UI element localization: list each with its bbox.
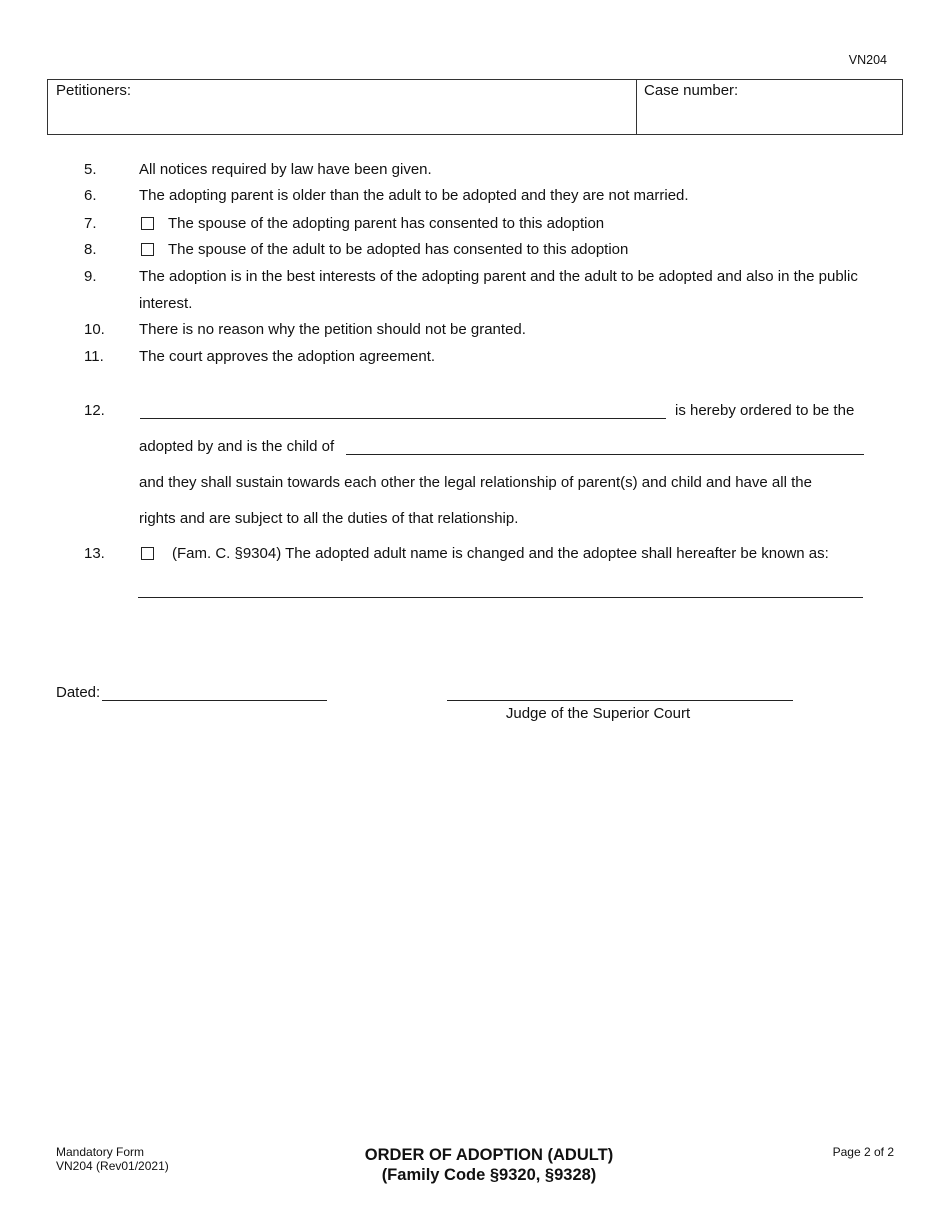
item-text-line1: The adoption is in the best interests of the adopting parent and the adult to be adopted and also in the public bbox=[139, 268, 858, 285]
form-code: VN204 bbox=[848, 53, 887, 67]
form-subtitle: (Family Code §9320, §9328) bbox=[381, 1166, 597, 1184]
order-line2-prefix: adopted by and is the child of bbox=[139, 438, 335, 455]
adoptee-name-field[interactable] bbox=[140, 418, 666, 419]
item-text: The adopting parent is older than the adult to be adopted and they are not married. bbox=[139, 187, 689, 204]
footer-mandatory-form: Mandatory Form bbox=[56, 1145, 145, 1159]
order-line3: and they shall sustain towards each other the legal relationship of parent(s) and child and have all the bbox=[139, 474, 812, 491]
item-number: 6. bbox=[84, 187, 97, 204]
page-number: Page 2 of 2 bbox=[832, 1145, 894, 1159]
date-field[interactable] bbox=[102, 700, 327, 701]
item-number: 13. bbox=[84, 545, 105, 562]
order-line1-suffix: is hereby ordered to be the bbox=[675, 402, 855, 419]
new-name-field[interactable] bbox=[138, 597, 863, 598]
dated-label: Dated: bbox=[56, 684, 101, 701]
judge-signature-line[interactable] bbox=[447, 700, 793, 701]
checkbox-adoptee-spouse-consent[interactable] bbox=[141, 243, 154, 256]
item-number: 11. bbox=[84, 348, 104, 365]
adopting-parent-name-field[interactable] bbox=[346, 454, 864, 455]
caption-divider bbox=[636, 80, 637, 134]
checkbox-name-change[interactable] bbox=[141, 547, 154, 560]
form-title: ORDER OF ADOPTION (ADULT) bbox=[364, 1146, 614, 1164]
item-number: 5. bbox=[84, 161, 97, 178]
footer-form-revision: VN204 (Rev01/2021) bbox=[56, 1159, 169, 1173]
caption-box bbox=[47, 79, 903, 135]
checkbox-adopting-parent-spouse-consent[interactable] bbox=[141, 217, 154, 230]
item-text: The spouse of the adult to be adopted has consented to this adoption bbox=[168, 241, 629, 258]
name-change-text: (Fam. C. §9304) The adopted adult name is changed and the adoptee shall hereafter be known as: bbox=[172, 545, 829, 562]
item-number: 8. bbox=[84, 241, 97, 258]
order-line4: rights and are subject to all the duties of that relationship. bbox=[139, 510, 519, 527]
item-text: There is no reason why the petition should not be granted. bbox=[139, 321, 526, 338]
item-number: 10. bbox=[84, 321, 105, 338]
case-number-label: Case number: bbox=[644, 82, 739, 99]
item-text-line2: interest. bbox=[139, 295, 193, 312]
judge-label: Judge of the Superior Court bbox=[505, 705, 691, 722]
item-text: The spouse of the adopting parent has consented to this adoption bbox=[168, 215, 605, 232]
item-number: 12. bbox=[84, 402, 105, 419]
petitioners-label: Petitioners: bbox=[56, 82, 132, 99]
item-text: The court approves the adoption agreement. bbox=[139, 348, 436, 365]
item-number: 7. bbox=[84, 215, 97, 232]
item-number: 9. bbox=[84, 268, 97, 285]
item-text: All notices required by law have been given. bbox=[139, 161, 432, 178]
